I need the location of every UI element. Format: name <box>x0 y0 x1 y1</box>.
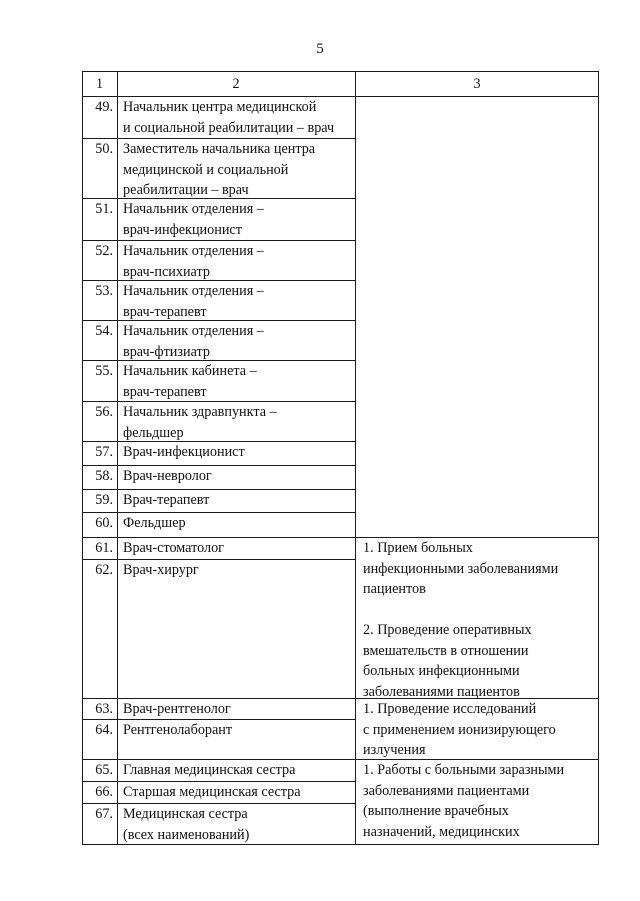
position-name: Врач-рентгенолог <box>123 701 231 717</box>
position-name: Врач-инфекционист <box>123 444 245 460</box>
row-number: 59. <box>95 492 113 508</box>
position-name: Начальник центра медицинской и социальной реабилитации – врач <box>123 99 335 136</box>
position-name: Начальник отделения – врач-инфекционист <box>123 201 264 238</box>
column-header: 3 <box>473 76 481 92</box>
row-number: 62. <box>95 562 113 578</box>
row-number: 53. <box>95 283 113 299</box>
row-number: 55. <box>95 363 113 379</box>
position-name: Врач-терапевт <box>123 492 210 508</box>
position-name: Медицинская сестра (всех наименований) <box>123 806 250 843</box>
row-number: 58. <box>95 468 113 484</box>
position-name: Начальник отделения – врач-психиатр <box>123 243 264 280</box>
position-name: Главная медицинская сестра <box>123 762 296 778</box>
position-name: Врач-стоматолог <box>123 540 225 556</box>
row-number: 57. <box>95 444 113 460</box>
row-number: 51. <box>95 201 113 217</box>
row-number: 64. <box>95 722 113 738</box>
row-number: 56. <box>95 404 113 420</box>
position-name: Фельдшер <box>123 515 186 531</box>
position-name: Старшая медицинская сестра <box>123 784 301 800</box>
page-number: 5 <box>316 41 324 57</box>
column-divider <box>117 71 118 845</box>
work-description: 1. Работы с больными заразными заболеваниями пациентами (выполнение врачебных назначений, медицинских <box>363 762 565 840</box>
column-header: 1 <box>95 76 104 92</box>
row-number: 63. <box>95 701 113 717</box>
position-name: Заместитель начальника центра медицинской и социальной реабилитации – врач <box>123 141 316 198</box>
column-header: 2 <box>232 76 240 92</box>
row-number: 49. <box>95 99 113 115</box>
position-name: Рентгенолаборант <box>123 722 233 738</box>
row-number: 54. <box>95 323 113 339</box>
row-number: 67. <box>95 806 113 822</box>
work-description: 1. Проведение исследований с применением ионизирующего излучения <box>363 701 556 758</box>
position-name: Врач-невролог <box>123 468 212 484</box>
row-number: 61. <box>95 540 113 556</box>
row-number: 60. <box>95 515 113 531</box>
row-number: 52. <box>95 243 113 259</box>
row-number: 65. <box>95 762 113 778</box>
position-name: Начальник отделения – врач-фтизиатр <box>123 323 264 360</box>
row-number: 50. <box>95 141 113 157</box>
position-name: Врач-хирург <box>123 562 199 578</box>
work-description: 1. Прием больных инфекционными заболеваниями пациентов 2. Проведение оперативных вмешательств в отношении больных инфекционными заболеваниями пациентов <box>363 540 559 700</box>
position-name: Начальник кабинета – врач-терапевт <box>123 363 257 400</box>
row-number: 66. <box>95 784 113 800</box>
position-name: Начальник здравпункта – фельдшер <box>123 404 277 441</box>
position-name: Начальник отделения – врач-терапевт <box>123 283 264 320</box>
column-divider <box>355 71 356 845</box>
